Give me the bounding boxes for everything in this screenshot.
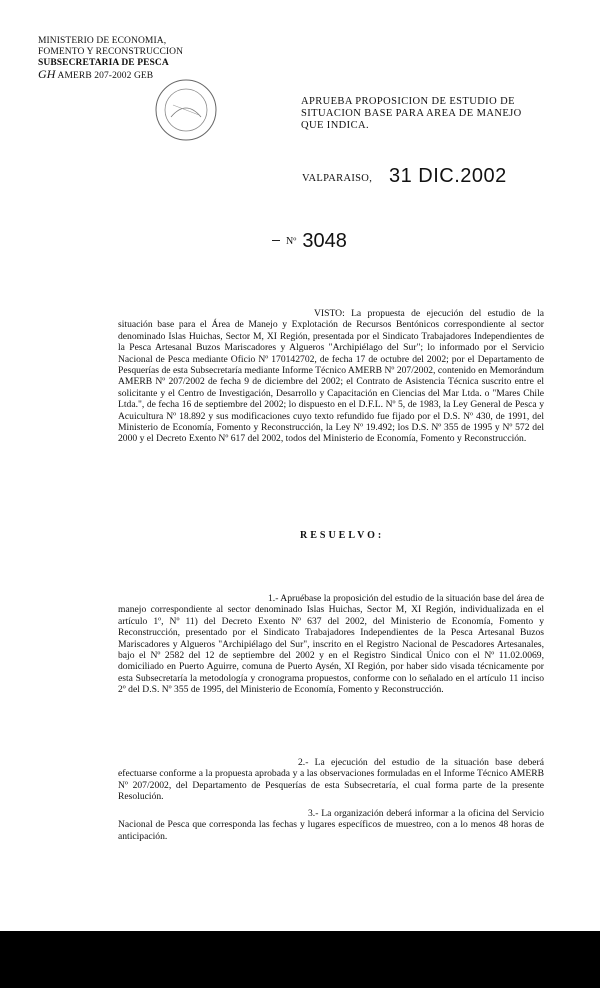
- resolution-item-1: 1.- Apruébase la proposición del estudio de la situación base del área de manejo correspondiente al sector denominado Islas Huichas, Sector M, XI Región, individualizada en el artículo 1º, Nº 11) del Decreto Exento Nº 637 del 2002, del Ministerio de Economía, Fomento y Reconstrucción, presentado por el Sindicato Trabajadores Independientes de la Pesca Artesanal Buzos Mariscadores y Algueros "Archipiélago del Sur", inscrito en el Registro Nacional de Pescadores Artesanales, bajo el Nº 2582 del 12 de septiembre del 2002 y en el Registro Sindical Único con el Nº 11.02.0069, domiciliado en Puerto Aguirre, comuna de Puerto Aysén, XI Región, por haber sido visada técnicamente por esta Subsecretaría la metodología y cronograma propuestos, conforme con lo señalado en el artículo 11 inciso 2º del D.S. Nº 355 de 1995, del Ministerio de Economía, Fomento y Reconstrucción.: [118, 593, 544, 696]
- ministry-line-3: SUBSECRETARIA DE PESCA: [38, 58, 169, 68]
- document-date: 31 DIC.2002: [389, 165, 507, 187]
- number-value: 3048: [302, 230, 347, 252]
- ministry-line-2: FOMENTO Y RECONSTRUCCION: [38, 47, 184, 57]
- place-label: VALPARAISO,: [302, 173, 373, 184]
- ministry-header: [38, 36, 183, 82]
- ministry-line-1: MINISTERIO DE ECONOMIA,: [38, 36, 167, 46]
- number-label: Nº: [286, 236, 297, 247]
- resolution-item-2: 2.- La ejecución del estudio de la situación base deberá efectuarse conforme a la propuesta aprobada y a las observaciones formuladas en el Informe Técnico AMERB Nº 207/2002, del Departamento de Pesquerías de esta Subsecretaría, el cual forma parte de la presente Resolución.: [118, 757, 544, 803]
- resuelvo-heading: RESUELVO:: [300, 530, 385, 541]
- reference-code: AMERB 207-2002 GEB: [57, 71, 154, 81]
- official-seal-stamp: [153, 77, 219, 143]
- resolution-item-3: 3.- La organización deberá informar a la oficina del Servicio Nacional de Pesca que corresponda las fechas y lugares específicos de muestreo, con a lo menos 48 horas de anticipación.: [118, 808, 544, 842]
- scan-black-border: [0, 931, 600, 988]
- document-number: [286, 230, 347, 253]
- number-dash: [272, 240, 280, 241]
- initials-mark: GH: [38, 67, 56, 81]
- document-title: APRUEBA PROPOSICION DE ESTUDIO DE SITUACION BASE PARA AREA DE MANEJO QUE INDICA.: [301, 96, 522, 131]
- visto-paragraph: VISTO: La propuesta de ejecución del estudio de la situación base para el Área de Manejo y Explotación de Recursos Bentónicos correspondiente al sector denominado Islas Huichas, Sector M, XI Región, presentada por el Sindicato Trabajadores Independientes de la Pesca Artesanal Buzos Mariscadores y Algueros "Archipiélago del Sur"; lo informado por el Servicio Nacional de Pesca mediante Oficio Nº 170142702, de fecha 17 de octubre del 2002; por el Departamento de Pesquerías de esta Subsecretaría mediante Informe Técnico AMERB Nº 207/2002, contenido en Memorándum AMERB Nº 207/2002 de fecha 9 de diciembre del 2002; el Contrato de Asistencia Técnica suscrito entre el solicitante y el Centro de Investigación, Desarrollo y Capacitación en Ciencias del Mar Ltda. o "Mares Chile Ltda.", de fecha 16 de septiembre del 2002; lo dispuesto en el D.F.L. Nº 5, de 1983, la Ley General de Pesca y Acuicultura Nº 18.892 y sus modificaciones cuyo texto refundido fue fijado por el D.S. Nº 430, de 1991, del Ministerio de Economía, Fomento y Reconstrucción, la Ley Nº 19.492; los D.S. Nº 355 de 1995 y Nº 572 del 2000 y el Decreto Exento Nº 617 del 2002, todos del Ministerio de Economía, Fomento y Reconstrucción.: [118, 308, 544, 445]
